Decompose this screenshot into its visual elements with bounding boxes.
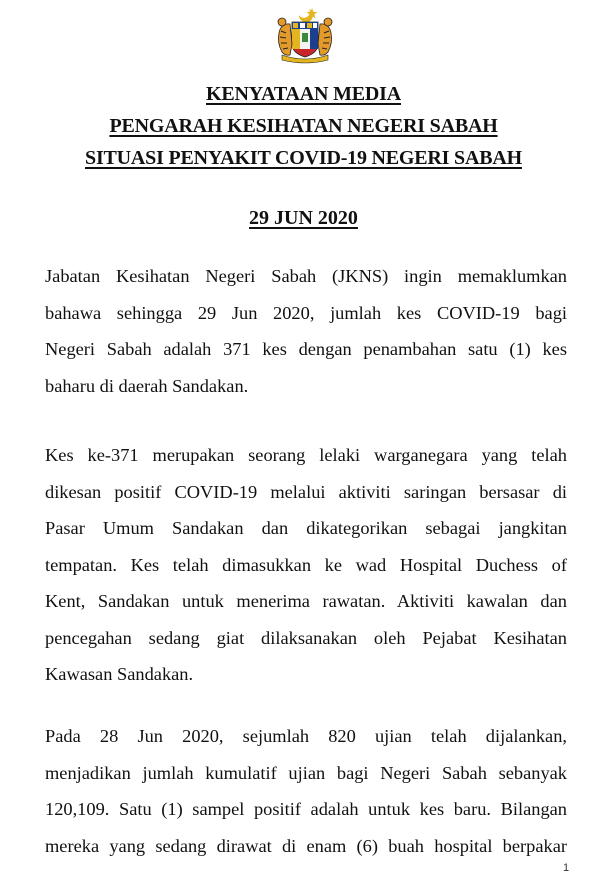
paragraph-line: Pada 28 Jun 2020, sejumlah 820 ujian telah dijalankan, — [45, 726, 567, 746]
paragraph-line: 120,109. Satu (1) sampel positif adalah untuk kes baru. Bilangan — [45, 799, 567, 819]
page-number: 1 — [563, 862, 570, 874]
heading-block — [0, 78, 607, 174]
paragraph-line: baharu di daerah Sandakan. — [45, 375, 249, 396]
paragraph-line: tempatan. Kes telah dimasukkan ke wad Hospital Duchess of — [45, 554, 567, 575]
heading-media-statement: KENYATAAN MEDIA — [206, 83, 401, 105]
paragraph-line: menjadikan jumlah kumulatif ujian bagi Negeri Sabah sebanyak — [45, 762, 567, 783]
paragraph-line: Kes ke-371 merupakan seorang lelaki warganegara yang telah — [45, 445, 567, 465]
paragraph-line: Negeri Sabah adalah 371 kes dengan penambahan satu (1) kes — [45, 339, 567, 359]
heading-director: PENGARAH KESIHATAN NEGERI SABAH — [109, 115, 498, 137]
paragraph-3 — [45, 718, 567, 864]
paragraph-line: Kawasan Sandakan. — [45, 664, 194, 684]
paragraph-line: mereka yang sedang dirawat di enam (6) buah hospital berpakar — [45, 835, 567, 856]
heading-situation: SITUASI PENYAKIT COVID-19 NEGERI SABAH — [85, 147, 522, 169]
paragraph-line: pencegahan sedang giat dilaksanakan oleh Pejabat Kesihatan — [45, 627, 567, 648]
paragraph-line: bahawa sehingga 29 Jun 2020, jumlah kes COVID-19 bagi — [45, 302, 567, 323]
paragraph-line: Jabatan Kesihatan Negeri Sabah (JKNS) ingin memaklumkan — [45, 266, 567, 286]
paragraph-line: dikesan positif COVID-19 melalui aktiviti saringan bersasar di — [45, 481, 567, 502]
statement-date: 29 JUN 2020 — [249, 207, 358, 229]
paragraph-1 — [45, 258, 567, 404]
paragraph-2 — [45, 437, 567, 693]
paragraph-line: Pasar Umum Sandakan dan dikategorikan sebagai jangkitan — [45, 518, 567, 538]
paragraph-line: Kent, Sandakan untuk menerima rawatan. Aktiviti kawalan dan — [45, 591, 567, 611]
malaysia-coat-of-arms-icon — [268, 6, 342, 64]
